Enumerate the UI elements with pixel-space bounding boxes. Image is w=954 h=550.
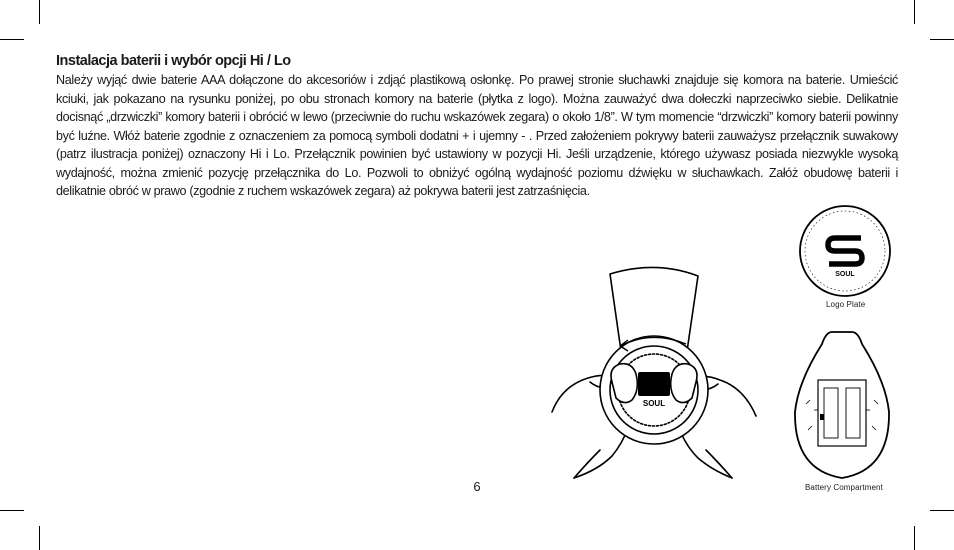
brand-logo-text: SOUL (835, 271, 855, 278)
crop-mark (39, 526, 40, 550)
section-heading: Instalacja baterii i wybór opcji Hi / Lo (56, 53, 291, 69)
crop-mark (914, 526, 915, 550)
crop-mark (39, 0, 40, 24)
page-number: 6 (473, 479, 481, 494)
brand-logo-text: SOUL (642, 399, 666, 408)
logo-plate-illustration (795, 205, 895, 297)
crop-mark (0, 510, 24, 511)
crop-mark (914, 0, 915, 24)
logo-plate-caption: Logo Plate (826, 300, 866, 309)
crop-mark (930, 510, 954, 511)
battery-compartment-caption: Battery Compartment (805, 483, 883, 492)
battery-compartment-illustration (792, 330, 892, 480)
hands-rotating-battery-door-illustration (548, 266, 758, 480)
instructions-paragraph: Należy wyjąć dwie baterie AAA dołączone do akcesoriów i zdjąć plastikową osłonkę. Po prawej stronie słuchawki znajduje się komora na baterie. Umieścić kciuki, jak pokazano na rysunku poniżej, po obu stronach komory na baterie (płytka z logo). Można zauważyć dwa dołeczki naprzeciwko siebie. Delikatnie docisnąć „drzwiczki” komory baterii i obrócić w lewo (przeciwnie do ruchu wskazówek zegara) o około 1/8”. W tym momencie “drzwiczki” komory baterii powinny być luźne. Włóż baterie zgodnie z oznaczeniem za pomocą symboli dodatni + i ujemny - . Przed założeniem pokrywy baterii zauważysz przełącznik suwakowy (patrz ilustracja poniżej) oznaczony Hi i Lo. Przełącznik powinien być ustawiony w pozycji Hi. Jeśli urządzenie, którego używasz posiada niezwykle wysoką wydajność, można zmienić pozycję przełącznika do Lo. Pozwoli to obniżyć ogólną wydajność poziomu dźwięku w słuchawkach. Załóż obudowę baterii i delikatnie obróć w prawo (zgodnie z ruchem wskazówek zegara) aż pokrywa baterii jest zatrzaśnięcia. (56, 73, 898, 198)
crop-mark (930, 39, 954, 40)
crop-mark (0, 39, 24, 40)
